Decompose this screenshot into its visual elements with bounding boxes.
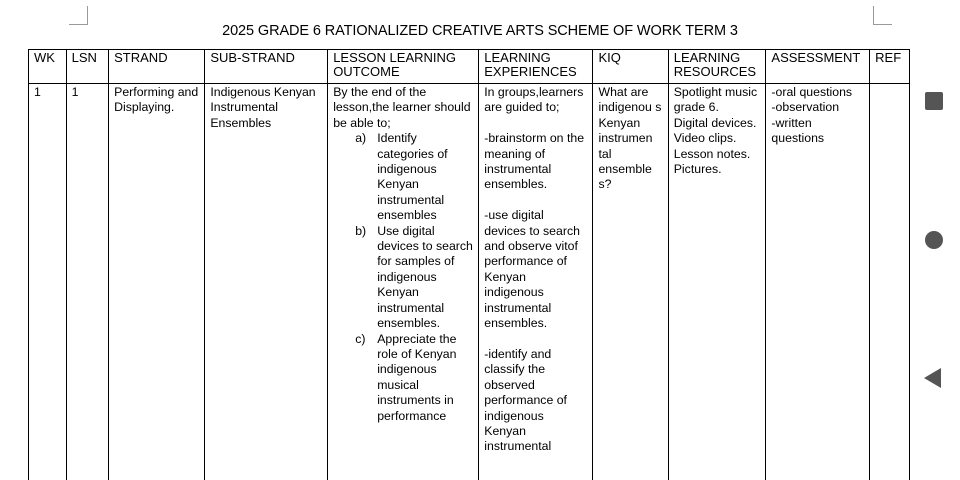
- cell-wk: 1: [29, 84, 67, 480]
- outcome-item: [333, 332, 473, 424]
- header-assessment: ASSESSMENT: [766, 50, 870, 84]
- outcome-item: [333, 224, 473, 332]
- outcome-marker: a): [355, 131, 367, 146]
- circle-icon[interactable]: [925, 231, 943, 249]
- outcome-marker: b): [355, 223, 367, 238]
- outcome-text: Appreciate the role of Kenyan indigenous musical instruments in performance: [377, 331, 457, 423]
- outcome-text: Identify categories of indigenous Kenyan instrumental ensembles: [377, 131, 448, 223]
- header-resources: LEARNING RESOURCES: [668, 50, 766, 84]
- table-header-row: [29, 50, 910, 84]
- cell-ref: [870, 84, 910, 480]
- navigation-bar: [924, 0, 944, 480]
- cell-resources: Spotlight music grade 6. Digital devices. Video clips. Lesson notes. Pictures.: [668, 84, 766, 480]
- header-strand: STRAND: [109, 50, 205, 84]
- header-outcome: LESSON LEARNING OUTCOME: [328, 50, 479, 84]
- outcome-intro: By the end of the lesson,the learner should be able to;: [333, 85, 471, 130]
- header-ref: REF: [870, 50, 910, 84]
- triangle-back-icon[interactable]: [924, 368, 941, 388]
- cell-sub-strand: Indigenous Kenyan Instrumental Ensembles: [205, 84, 328, 480]
- table-row: [29, 84, 910, 480]
- cell-lsn: 1: [66, 84, 109, 480]
- header-experiences: LEARNING EXPERIENCES: [479, 50, 593, 84]
- cell-kiq: What are indigenou s Kenyan instrumen tal ensemble s?: [593, 84, 668, 480]
- header-sub-strand: SUB-STRAND: [205, 50, 328, 84]
- cell-outcome: [328, 84, 479, 480]
- header-lsn: LSN: [66, 50, 109, 84]
- cell-strand: Performing and Displaying.: [109, 84, 205, 480]
- header-wk: WK: [29, 50, 67, 84]
- cell-experiences: In groups,learners are guided to; -brainstorm on the meaning of instrumental ensembles. -use digital devices to search and observe vitof performance of Kenyan indigenous instrumental ensembles. -identify and classify the observed performance of indigenous Kenyan instrumental: [479, 84, 593, 480]
- square-icon[interactable]: [925, 92, 943, 110]
- cell-assessment: -oral questions -observation -written questions: [766, 84, 870, 480]
- header-kiq: KIQ: [593, 50, 668, 84]
- outcome-list: [333, 131, 473, 424]
- outcome-marker: c): [355, 331, 366, 346]
- outcome-item: [333, 131, 473, 223]
- outcome-text: Use digital devices to search for samples of indigenous Kenyan instrumental ensembles.: [377, 223, 473, 331]
- scheme-of-work-table: [28, 49, 910, 480]
- document-title: 2025 GRADE 6 RATIONALIZED CREATIVE ARTS SCHEME OF WORK TERM 3: [222, 23, 738, 39]
